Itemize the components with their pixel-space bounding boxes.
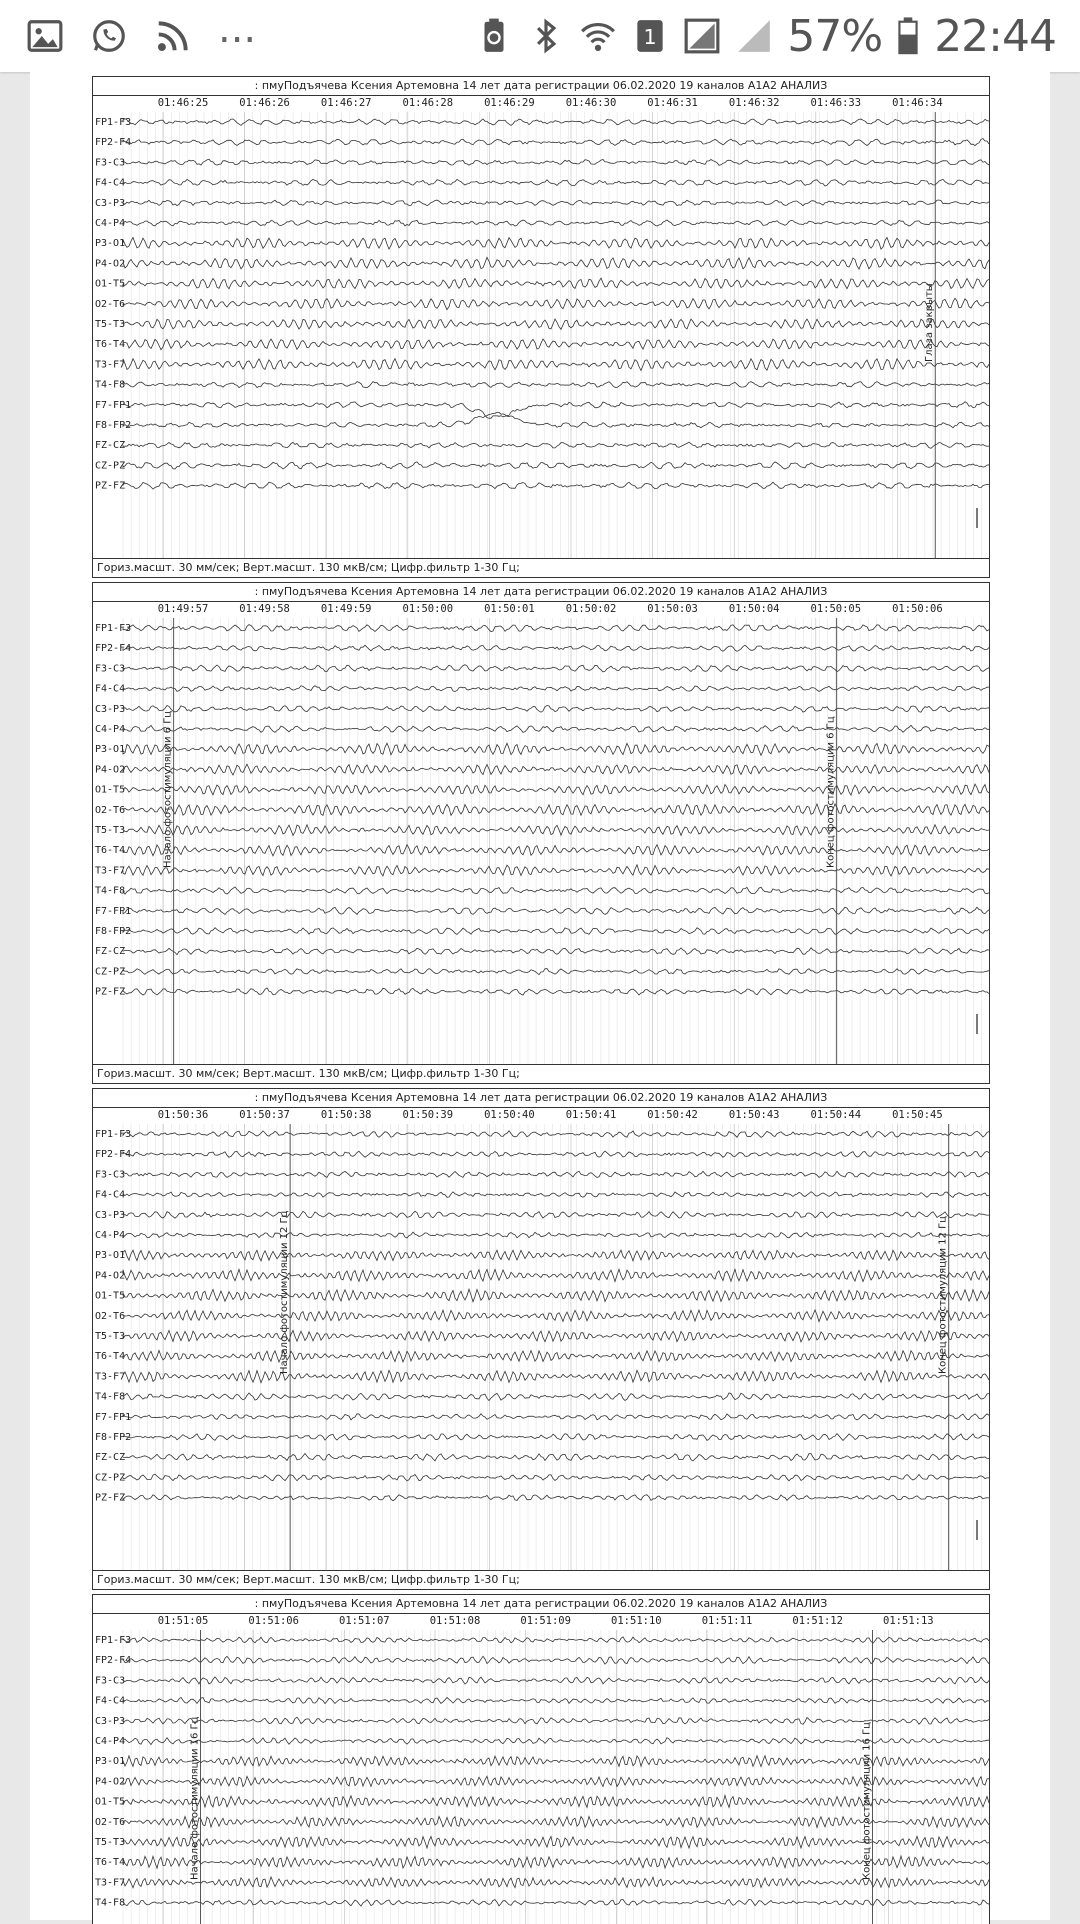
time-label: 01:50:36 bbox=[157, 1109, 209, 1121]
time-label: 01:50:00 bbox=[402, 603, 454, 615]
eeg-trace bbox=[123, 402, 989, 419]
time-label: 01:51:08 bbox=[429, 1615, 481, 1627]
channel-label: PZ-FZ bbox=[95, 480, 126, 492]
annotation-label: Глаза закрыты bbox=[924, 283, 936, 362]
time-label: 01:49:57 bbox=[157, 603, 209, 615]
channel-label: FZ-CZ bbox=[95, 946, 126, 958]
eeg-trace bbox=[123, 725, 989, 732]
channel-label: T3-F7 bbox=[95, 1371, 126, 1383]
signal-icon bbox=[683, 17, 721, 55]
channel-label: C4-P4 bbox=[95, 1230, 126, 1241]
time-label: 01:50:05 bbox=[810, 603, 862, 615]
eeg-trace bbox=[123, 988, 989, 995]
eeg-trace bbox=[123, 865, 989, 876]
eeg-trace bbox=[123, 625, 989, 632]
time-label: 01:50:03 bbox=[647, 603, 698, 615]
eeg-trace bbox=[123, 706, 989, 713]
eeg-chart bbox=[93, 602, 989, 1064]
panel-header: : пмуПодъячева Ксения Артемовна 14 лет дата регистрации 06.02.2020 19 каналов A1A2 АНАЛИЗ bbox=[93, 77, 989, 96]
eeg-trace bbox=[123, 238, 989, 250]
time-label: 01:50:02 bbox=[565, 603, 617, 615]
eeg-trace bbox=[123, 442, 989, 448]
eeg-trace bbox=[123, 278, 989, 289]
channel-label: T3-F7 bbox=[95, 865, 126, 877]
channel-label: T4-F8 bbox=[95, 885, 126, 897]
channel-label: P3-O1 bbox=[95, 744, 126, 756]
panel-header: : пмуПодъячева Ксения Артемовна 14 лет дата регистрации 06.02.2020 19 каналов A1A2 АНАЛИЗ bbox=[93, 583, 989, 602]
eeg-trace bbox=[123, 969, 989, 975]
channel-label: P4-O2 bbox=[95, 1270, 126, 1282]
channel-label: F3-C3 bbox=[95, 1675, 126, 1687]
channel-label: FP1-F3 bbox=[95, 1129, 132, 1140]
eeg-trace bbox=[123, 1856, 989, 1868]
channel-label: T6-T4 bbox=[95, 339, 126, 351]
eeg-trace bbox=[123, 928, 989, 935]
channel-label: F7-FP1 bbox=[95, 1411, 132, 1423]
eeg-trace bbox=[123, 686, 989, 692]
eeg-trace bbox=[123, 1637, 989, 1643]
channel-label: FZ-CZ bbox=[95, 440, 126, 452]
eeg-trace bbox=[123, 1877, 989, 1888]
annotation-label: Начало фотостимуляции 16 Гц bbox=[189, 1716, 201, 1880]
eeg-trace bbox=[123, 1434, 989, 1441]
panel-footer: Гориз.масшт. 30 мм/сек; Верт.масшт. 130 мкВ/см; Цифр.фильтр 1-30 Гц; bbox=[93, 558, 989, 577]
time-label: 01:50:39 bbox=[402, 1109, 454, 1121]
eeg-trace bbox=[123, 462, 989, 469]
eeg-trace bbox=[123, 1836, 989, 1848]
channel-label: PZ-FZ bbox=[95, 986, 126, 998]
battery-icon bbox=[896, 17, 920, 55]
eeg-trace bbox=[123, 1495, 989, 1501]
eeg-trace bbox=[123, 1393, 989, 1401]
eeg-plot bbox=[93, 602, 989, 1064]
time-label: 01:51:06 bbox=[248, 1615, 299, 1627]
panel-footer: Гориз.масшт. 30 мм/сек; Верт.масшт. 130 мкВ/см; Цифр.фильтр 1-30 Гц; bbox=[93, 1570, 989, 1589]
signal-empty-icon bbox=[735, 17, 773, 55]
eeg-plot bbox=[93, 1108, 989, 1570]
channel-label: F8-FP2 bbox=[95, 420, 132, 431]
eeg-trace bbox=[123, 482, 989, 489]
time-label: 01:51:05 bbox=[157, 1615, 209, 1627]
channel-label: T5-T3 bbox=[95, 1331, 126, 1342]
channel-label: C3-P3 bbox=[95, 1209, 126, 1221]
channel-label: F4-C4 bbox=[95, 177, 126, 189]
eeg-trace bbox=[123, 139, 989, 146]
channel-label: P4-O2 bbox=[95, 764, 126, 776]
channel-label: O2-T6 bbox=[95, 298, 126, 310]
channel-label: C3-P3 bbox=[95, 703, 126, 715]
battery-saver-icon bbox=[475, 17, 513, 55]
eeg-trace bbox=[123, 1330, 989, 1342]
annotation-label: Начало фотостимуляции 12 Гц bbox=[279, 1210, 291, 1374]
eeg-trace bbox=[123, 179, 989, 186]
time-label: 01:50:01 bbox=[484, 603, 535, 615]
time-label: 01:51:09 bbox=[520, 1615, 571, 1627]
clock: 22:44 bbox=[934, 10, 1056, 62]
eeg-trace bbox=[123, 804, 989, 816]
time-label: 01:46:32 bbox=[728, 97, 780, 109]
eeg-trace bbox=[123, 845, 989, 856]
eeg-panel-1 bbox=[92, 76, 990, 578]
eeg-trace bbox=[123, 1310, 989, 1322]
panel-header: : пмуПодъячева Ксения Артемовна 14 лет дата регистрации 06.02.2020 19 каналов A1A2 АНАЛИЗ bbox=[93, 1089, 989, 1108]
channel-label: O1-T5 bbox=[95, 784, 126, 796]
channel-label: FP1-F3 bbox=[95, 1635, 132, 1646]
time-label: 01:51:07 bbox=[339, 1615, 390, 1627]
eeg-trace bbox=[123, 948, 989, 955]
eeg-chart bbox=[93, 1108, 989, 1570]
channel-label: T5-T3 bbox=[95, 825, 126, 836]
channel-label: T4-F8 bbox=[95, 1897, 126, 1909]
eeg-trace bbox=[123, 1795, 989, 1807]
channel-label: P4-O2 bbox=[95, 258, 126, 270]
time-label: 01:50:04 bbox=[728, 603, 780, 615]
channel-label: F3-C3 bbox=[95, 1169, 126, 1181]
time-label: 01:50:41 bbox=[565, 1109, 617, 1121]
time-label: 01:46:27 bbox=[320, 97, 372, 109]
eeg-trace bbox=[123, 1776, 989, 1786]
time-label: 01:46:25 bbox=[157, 97, 209, 109]
eeg-trace bbox=[123, 825, 989, 836]
time-label: 01:51:12 bbox=[792, 1615, 843, 1627]
channel-label: O1-T5 bbox=[95, 1796, 126, 1808]
channel-label: F8-FP2 bbox=[95, 926, 132, 937]
annotation-label: Конец фотостимуляции 12 Гц bbox=[937, 1216, 949, 1374]
channel-label: CZ-PZ bbox=[95, 966, 126, 978]
time-label: 01:46:31 bbox=[647, 97, 698, 109]
panel-header: : пмуПодъячева Ксения Артемовна 14 лет дата регистрации 06.02.2020 19 каналов A1A2 АНАЛИЗ bbox=[93, 1595, 989, 1614]
channel-label: FP2-F4 bbox=[95, 643, 132, 655]
channel-label: FP2-F4 bbox=[95, 137, 132, 149]
eeg-trace bbox=[123, 1131, 989, 1138]
eeg-trace bbox=[123, 1717, 989, 1724]
gallery-icon[interactable] bbox=[26, 17, 64, 55]
eeg-trace bbox=[123, 1171, 989, 1177]
channel-label: CZ-PZ bbox=[95, 1472, 126, 1484]
eeg-plot bbox=[93, 1614, 989, 1924]
eeg-trace bbox=[123, 764, 989, 775]
channel-label: C3-P3 bbox=[95, 1715, 126, 1727]
channel-label: F3-C3 bbox=[95, 157, 126, 169]
eeg-trace bbox=[123, 1697, 989, 1703]
eeg-trace bbox=[123, 298, 989, 310]
eeg-trace bbox=[123, 1151, 989, 1157]
eeg-trace bbox=[123, 1474, 989, 1481]
channel-label: C3-P3 bbox=[95, 197, 126, 209]
eeg-panel-3 bbox=[92, 1088, 990, 1590]
bluetooth-icon bbox=[527, 17, 565, 55]
eeg-trace bbox=[123, 887, 989, 894]
eeg-trace bbox=[123, 1414, 989, 1420]
channel-label: C4-P4 bbox=[95, 724, 126, 735]
eeg-chart bbox=[93, 96, 989, 558]
channel-label: F7-FP1 bbox=[95, 905, 132, 917]
annotation-label: Конец фотостимуляции 6 Гц bbox=[825, 716, 837, 868]
time-label: 01:50:45 bbox=[892, 1109, 943, 1121]
channel-label: FZ-CZ bbox=[95, 1452, 126, 1464]
channel-label: P3-O1 bbox=[95, 238, 126, 250]
eeg-trace bbox=[123, 1289, 989, 1302]
eeg-trace bbox=[123, 743, 989, 755]
time-label: 01:50:37 bbox=[239, 1109, 290, 1121]
channel-label: F8-FP2 bbox=[95, 1432, 132, 1443]
channel-label: F7-FP1 bbox=[95, 399, 132, 411]
channel-label: F4-C4 bbox=[95, 1695, 126, 1707]
channel-label: T4-F8 bbox=[95, 379, 126, 391]
annotation-label: Начало фотостимуляции 6 Гц bbox=[162, 710, 174, 868]
channel-label: F4-C4 bbox=[95, 683, 126, 695]
channel-label: O2-T6 bbox=[95, 1310, 126, 1322]
eeg-trace bbox=[123, 784, 989, 795]
channel-label: O1-T5 bbox=[95, 278, 126, 290]
eeg-trace bbox=[123, 200, 989, 206]
channel-label: T3-F7 bbox=[95, 359, 126, 371]
channel-label: F3-C3 bbox=[95, 663, 126, 675]
channel-label: T5-T3 bbox=[95, 319, 126, 330]
eeg-trace bbox=[123, 159, 989, 165]
eeg-trace bbox=[123, 1454, 989, 1461]
channel-label: P3-O1 bbox=[95, 1250, 126, 1262]
time-label: 01:46:34 bbox=[892, 97, 943, 109]
time-label: 01:50:40 bbox=[484, 1109, 535, 1121]
time-label: 01:50:42 bbox=[647, 1109, 698, 1121]
time-label: 01:46:28 bbox=[402, 97, 454, 109]
time-label: 01:46:26 bbox=[239, 97, 290, 109]
channel-label: T3-F7 bbox=[95, 1877, 126, 1889]
eeg-trace bbox=[123, 1192, 989, 1198]
time-label: 01:46:33 bbox=[810, 97, 862, 109]
rss-icon[interactable] bbox=[154, 17, 192, 55]
annotation-label: Конец фотостимуляции 16 Гц bbox=[861, 1722, 873, 1880]
sim-1-icon bbox=[631, 17, 669, 55]
eeg-trace bbox=[123, 1351, 989, 1363]
eeg-trace bbox=[123, 1816, 989, 1827]
eeg-trace bbox=[123, 119, 989, 126]
time-label: 01:50:38 bbox=[320, 1109, 372, 1121]
channel-label: P4-O2 bbox=[95, 1776, 126, 1788]
eeg-trace bbox=[123, 1656, 989, 1664]
time-label: 01:46:29 bbox=[484, 97, 535, 109]
channel-label: F4-C4 bbox=[95, 1189, 126, 1201]
eeg-trace bbox=[123, 382, 989, 388]
channel-label: T6-T4 bbox=[95, 1857, 126, 1869]
time-label: 01:50:06 bbox=[892, 603, 943, 615]
eeg-trace bbox=[123, 1370, 989, 1382]
channel-label: FP1-F3 bbox=[95, 623, 132, 634]
time-label: 01:50:43 bbox=[728, 1109, 780, 1121]
battery-percent: 57% bbox=[787, 10, 883, 62]
time-label: 01:51:11 bbox=[701, 1615, 753, 1627]
time-label: 01:49:58 bbox=[239, 603, 290, 615]
channel-label: O2-T6 bbox=[95, 1816, 126, 1828]
eeg-trace bbox=[123, 257, 989, 269]
channel-label: PZ-FZ bbox=[95, 1492, 126, 1504]
channel-label: CZ-PZ bbox=[95, 460, 126, 472]
time-label: 01:49:59 bbox=[320, 603, 372, 615]
time-label: 01:46:30 bbox=[565, 97, 617, 109]
more-notifications: ... bbox=[218, 6, 257, 52]
eeg-trace bbox=[123, 220, 989, 226]
panel-footer: Гориз.масшт. 30 мм/сек; Верт.масшт. 130 мкВ/см; Цифр.фильтр 1-30 Гц; bbox=[93, 1064, 989, 1083]
channel-label: T4-F8 bbox=[95, 1391, 126, 1403]
channel-label: O1-T5 bbox=[95, 1290, 126, 1302]
eeg-trace bbox=[123, 412, 989, 428]
time-label: 01:51:13 bbox=[883, 1615, 934, 1627]
time-label: 01:50:44 bbox=[810, 1109, 862, 1121]
channel-label: FP2-F4 bbox=[95, 1655, 132, 1667]
channel-label: T6-T4 bbox=[95, 845, 126, 857]
channel-label: O2-T6 bbox=[95, 804, 126, 816]
eeg-trace bbox=[123, 1211, 989, 1218]
eeg-trace bbox=[123, 907, 989, 914]
eeg-trace bbox=[123, 645, 989, 651]
channel-label: C4-P4 bbox=[95, 1736, 126, 1747]
eeg-trace bbox=[123, 1756, 989, 1767]
time-label: 01:51:10 bbox=[611, 1615, 662, 1627]
eeg-trace bbox=[123, 1232, 989, 1238]
channel-label: T5-T3 bbox=[95, 1837, 126, 1848]
channel-label: T6-T4 bbox=[95, 1351, 126, 1363]
status-bar bbox=[0, 0, 1080, 72]
eeg-trace bbox=[123, 1269, 989, 1281]
channel-label: P3-O1 bbox=[95, 1756, 126, 1768]
eeg-trace bbox=[123, 665, 989, 672]
channel-label: C4-P4 bbox=[95, 218, 126, 229]
eeg-report-page bbox=[30, 72, 1050, 1920]
eeg-chart bbox=[93, 1614, 989, 1924]
eeg-plot bbox=[93, 96, 989, 558]
eeg-trace bbox=[123, 1738, 989, 1745]
eeg-trace bbox=[123, 359, 989, 371]
eeg-panel-4 bbox=[92, 1594, 990, 1924]
eeg-panel-2 bbox=[92, 582, 990, 1084]
wifi-icon bbox=[579, 17, 617, 55]
eeg-trace bbox=[123, 319, 989, 329]
eeg-trace bbox=[123, 1899, 989, 1906]
sim-number: 1 bbox=[643, 24, 657, 49]
whatsapp-icon[interactable] bbox=[90, 17, 128, 55]
eeg-trace bbox=[123, 1677, 989, 1684]
channel-label: FP1-F3 bbox=[95, 117, 132, 128]
eeg-trace bbox=[123, 339, 989, 350]
eeg-trace bbox=[123, 1250, 989, 1261]
channel-label: FP2-F4 bbox=[95, 1149, 132, 1161]
